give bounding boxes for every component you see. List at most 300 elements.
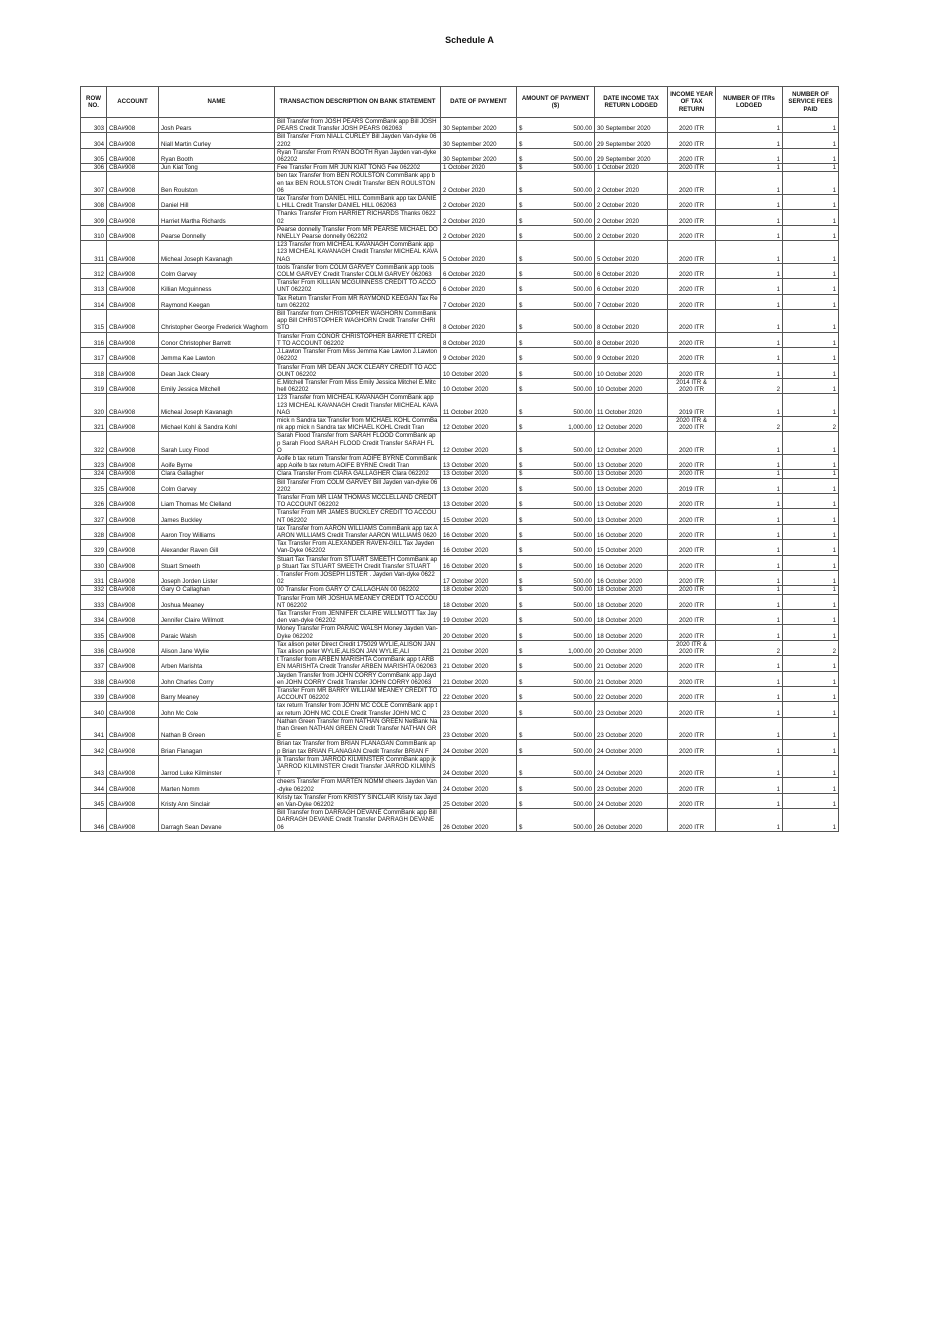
payment-date-cell: 24 October 2020: [441, 755, 517, 778]
currency-cell: $: [517, 470, 527, 478]
amount-cell: 500.00: [527, 241, 595, 264]
fees-count-cell: 1: [783, 133, 839, 148]
currency-cell: $: [517, 555, 527, 570]
currency-cell: $: [517, 225, 527, 240]
description-cell: Pearse donnelly Transfer From MR PEARSE MICHAEL DONNELLY Pearse donnelly 062202: [275, 225, 441, 240]
currency-cell: $: [517, 363, 527, 378]
fees-count-cell: 1: [783, 793, 839, 808]
payment-date-cell: 18 October 2020: [441, 586, 517, 594]
table-row: [81, 310, 839, 333]
description-cell: Bill Transfer from JOSH PEARS CommBank app Bill JOSH PEARS Credit Transfer JOSH PEARS 062063: [275, 118, 441, 133]
fees-count-cell: 1: [783, 294, 839, 309]
payment-date-cell: 10 October 2020: [441, 363, 517, 378]
account-cell: CBA#908: [107, 778, 159, 793]
name-cell: Alexander Raven Gill: [159, 540, 275, 555]
description-cell: Nathan Green Transfer from NATHAN GREEN NetBank Nathan Green NATHAN GREEN Credit Transfer NATHAN GRE: [275, 717, 441, 740]
amount-cell: 500.00: [527, 702, 595, 717]
itrs-count-cell: 1: [716, 148, 783, 163]
amount-cell: 500.00: [527, 348, 595, 363]
payment-date-cell: 8 October 2020: [441, 310, 517, 333]
itrs-count-cell: 1: [716, 195, 783, 210]
itrs-count-cell: 1: [716, 809, 783, 832]
payment-date-cell: 13 October 2020: [441, 493, 517, 508]
lodged-date-cell: 16 October 2020: [595, 555, 668, 570]
amount-cell: 500.00: [527, 809, 595, 832]
amount-cell: 500.00: [527, 363, 595, 378]
currency-cell: $: [517, 702, 527, 717]
table-row: [81, 570, 839, 585]
payment-date-cell: 30 September 2020: [441, 148, 517, 163]
name-cell: Jemma Kae Lawton: [159, 348, 275, 363]
payment-date-cell: 24 October 2020: [441, 778, 517, 793]
description-cell: Transfer From MR BARRY WILLIAM MEANEY CREDIT TO ACCOUNT 062202: [275, 687, 441, 702]
account-cell: CBA#908: [107, 687, 159, 702]
income-year-cell: 2020 ITR: [668, 279, 716, 294]
row-number-cell: 325: [81, 478, 107, 493]
payment-date-cell: 2 October 2020: [441, 210, 517, 225]
itrs-count-cell: 1: [716, 454, 783, 469]
income-year-cell: 2020 ITR: [668, 555, 716, 570]
payment-date-cell: 21 October 2020: [441, 671, 517, 686]
table-row: [81, 509, 839, 524]
account-cell: CBA#908: [107, 164, 159, 172]
account-cell: CBA#908: [107, 348, 159, 363]
currency-cell: $: [517, 478, 527, 493]
header-num-itrs: NUMBER OF ITRs LODGED: [716, 87, 783, 118]
itrs-count-cell: 1: [716, 432, 783, 455]
amount-cell: 500.00: [527, 394, 595, 417]
itrs-count-cell: 1: [716, 470, 783, 478]
table-row: [81, 210, 839, 225]
amount-cell: 500.00: [527, 625, 595, 640]
name-cell: Marten Nomm: [159, 778, 275, 793]
lodged-date-cell: 13 October 2020: [595, 478, 668, 493]
fees-count-cell: 1: [783, 478, 839, 493]
name-cell: Micheal Joseph Kavanagh: [159, 394, 275, 417]
income-year-cell: 2020 ITR: [668, 717, 716, 740]
name-cell: Joshua Meaney: [159, 594, 275, 609]
payment-date-cell: 16 October 2020: [441, 540, 517, 555]
row-number-cell: 330: [81, 555, 107, 570]
lodged-date-cell: 16 October 2020: [595, 570, 668, 585]
fees-count-cell: 1: [783, 702, 839, 717]
table-row: [81, 118, 839, 133]
row-number-cell: 313: [81, 279, 107, 294]
row-number-cell: 326: [81, 493, 107, 508]
currency-cell: $: [517, 172, 527, 195]
fees-count-cell: 1: [783, 348, 839, 363]
currency-cell: $: [517, 118, 527, 133]
amount-cell: 500.00: [527, 294, 595, 309]
description-cell: Money Transfer From PARAIC WALSH Money Jayden Van-Dyke 062202: [275, 625, 441, 640]
amount-cell: 500.00: [527, 570, 595, 585]
lodged-date-cell: 24 October 2020: [595, 755, 668, 778]
row-number-cell: 328: [81, 524, 107, 539]
amount-cell: 500.00: [527, 378, 595, 393]
table-row: [81, 702, 839, 717]
lodged-date-cell: 18 October 2020: [595, 610, 668, 625]
table-row: [81, 478, 839, 493]
income-year-cell: 2020 ITR: [668, 793, 716, 808]
fees-count-cell: 1: [783, 524, 839, 539]
description-cell: Bill Transfer From COLM GARVEY Bill Jayden van-dyke 062202: [275, 478, 441, 493]
income-year-cell: 2020 ITR: [668, 241, 716, 264]
income-year-cell: 2020 ITR: [668, 625, 716, 640]
table-row: [81, 493, 839, 508]
fees-count-cell: 1: [783, 740, 839, 755]
name-cell: Jennifer Claire Willmott: [159, 610, 275, 625]
itrs-count-cell: 1: [716, 540, 783, 555]
fees-count-cell: 1: [783, 625, 839, 640]
amount-cell: 500.00: [527, 263, 595, 278]
itrs-count-cell: 1: [716, 241, 783, 264]
account-cell: CBA#908: [107, 478, 159, 493]
table-row: [81, 454, 839, 469]
description-cell: Transfer From MR JAMES BUCKLEY CREDIT TO ACCOUNT 062202: [275, 509, 441, 524]
payment-date-cell: 7 October 2020: [441, 294, 517, 309]
description-cell: Bill Transfer From NIALL CURLEY Bill Jayden Van-dyke 062202: [275, 133, 441, 148]
description-cell: Transfer From MR JOSHUA MEANEY CREDIT TO ACCOUNT 062202: [275, 594, 441, 609]
fees-count-cell: 1: [783, 118, 839, 133]
income-year-cell: 2020 ITR: [668, 470, 716, 478]
income-year-cell: 2020 ITR: [668, 540, 716, 555]
lodged-date-cell: 20 October 2020: [595, 640, 668, 655]
header-description: TRANSACTION DESCRIPTION ON BANK STATEMENT: [275, 87, 441, 118]
account-cell: CBA#908: [107, 148, 159, 163]
payment-date-cell: 24 October 2020: [441, 740, 517, 755]
payment-date-cell: 19 October 2020: [441, 610, 517, 625]
name-cell: Ryan Booth: [159, 148, 275, 163]
name-cell: Sarah Lucy Flood: [159, 432, 275, 455]
itrs-count-cell: 1: [716, 332, 783, 347]
payment-date-cell: 2 October 2020: [441, 225, 517, 240]
currency-cell: $: [517, 570, 527, 585]
row-number-cell: 336: [81, 640, 107, 655]
lodged-date-cell: 10 October 2020: [595, 363, 668, 378]
fees-count-cell: 1: [783, 586, 839, 594]
payment-date-cell: 13 October 2020: [441, 478, 517, 493]
amount-cell: 500.00: [527, 133, 595, 148]
description-cell: E.Mitchell Transfer From Miss Emily Jessica Mitchel E.Mitchell 062202: [275, 378, 441, 393]
row-number-cell: 311: [81, 241, 107, 264]
payment-date-cell: 11 October 2020: [441, 394, 517, 417]
account-cell: CBA#908: [107, 294, 159, 309]
itrs-count-cell: 2: [716, 378, 783, 393]
header-row: [81, 87, 839, 118]
income-year-cell: 2020 ITR: [668, 332, 716, 347]
lodged-date-cell: 26 October 2020: [595, 809, 668, 832]
header-row-no: ROW NO.: [81, 87, 107, 118]
income-year-cell: 2020 ITR: [668, 671, 716, 686]
currency-cell: $: [517, 687, 527, 702]
description-cell: t Transfer from ARBEN MARISHTA CommBank app t ARBEN MARISHTA Credit Transfer ARBEN MARISHTA 062063: [275, 656, 441, 671]
itrs-count-cell: 1: [716, 793, 783, 808]
income-year-cell: 2020 ITR: [668, 195, 716, 210]
lodged-date-cell: 21 October 2020: [595, 671, 668, 686]
fees-count-cell: 1: [783, 332, 839, 347]
description-cell: Tax Transfer From JENNIFER CLAIRE WILLMOTT Tax Jayden van-dyke 062202: [275, 610, 441, 625]
fees-count-cell: 1: [783, 378, 839, 393]
name-cell: Arben Marishta: [159, 656, 275, 671]
table-body: [81, 118, 839, 832]
table-row: [81, 470, 839, 478]
row-number-cell: 335: [81, 625, 107, 640]
amount-cell: 500.00: [527, 778, 595, 793]
payment-date-cell: 16 October 2020: [441, 555, 517, 570]
account-cell: CBA#908: [107, 671, 159, 686]
amount-cell: 500.00: [527, 740, 595, 755]
row-number-cell: 317: [81, 348, 107, 363]
income-year-cell: 2020 ITR: [668, 294, 716, 309]
name-cell: Colm Garvey: [159, 478, 275, 493]
description-cell: tools Transfer from COLM GARVEY CommBank app tools COLM GARVEY Credit Transfer COLM GARVEY 062063: [275, 263, 441, 278]
payment-date-cell: 21 October 2020: [441, 640, 517, 655]
name-cell: John Charles Corry: [159, 671, 275, 686]
currency-cell: $: [517, 524, 527, 539]
table-row: [81, 348, 839, 363]
description-cell: tax Transfer from AARON WILLIAMS CommBank app tax AARON WILLIAMS Credit Transfer AARON WILLIAMS 0620: [275, 524, 441, 539]
header-num-fees: NUMBER OF SERVICE FEES PAID: [783, 87, 839, 118]
itrs-count-cell: 1: [716, 225, 783, 240]
row-number-cell: 345: [81, 793, 107, 808]
name-cell: Josh Pears: [159, 118, 275, 133]
fees-count-cell: 1: [783, 671, 839, 686]
payment-date-cell: 1 October 2020: [441, 164, 517, 172]
lodged-date-cell: 13 October 2020: [595, 454, 668, 469]
name-cell: Kristy Ann Sinclair: [159, 793, 275, 808]
name-cell: Daniel Hill: [159, 195, 275, 210]
lodged-date-cell: 24 October 2020: [595, 793, 668, 808]
name-cell: Alison Jane Wylie: [159, 640, 275, 655]
itrs-count-cell: 1: [716, 394, 783, 417]
itrs-count-cell: 1: [716, 656, 783, 671]
currency-cell: $: [517, 656, 527, 671]
income-year-cell: 2020 ITR: [668, 432, 716, 455]
description-cell: Sarah Flood Transfer from SARAH FLOOD CommBank app Sarah Flood SARAH FLOOD Credit Transfer SARAH FLO: [275, 432, 441, 455]
income-year-cell: 2020 ITR: [668, 594, 716, 609]
amount-cell: 500.00: [527, 478, 595, 493]
amount-cell: 500.00: [527, 755, 595, 778]
description-cell: tax Transfer from DANIEL HILL CommBank app tax DANIEL HILL Credit Transfer DANIEL HILL 062063: [275, 195, 441, 210]
fees-count-cell: 1: [783, 509, 839, 524]
row-number-cell: 312: [81, 263, 107, 278]
name-cell: Conor Christopher Barrett: [159, 332, 275, 347]
payment-date-cell: 6 October 2020: [441, 263, 517, 278]
income-year-cell: 2020 ITR: [668, 656, 716, 671]
itrs-count-cell: 1: [716, 363, 783, 378]
amount-cell: 500.00: [527, 594, 595, 609]
table-row: [81, 671, 839, 686]
currency-cell: $: [517, 394, 527, 417]
description-cell: Thanks Transfer From HARRIET RICHARDS Thanks 062202: [275, 210, 441, 225]
account-cell: CBA#908: [107, 610, 159, 625]
description-cell: J.Lawton Transfer From Miss Jemma Kae Lawton J.Lawton 062202: [275, 348, 441, 363]
account-cell: CBA#908: [107, 241, 159, 264]
income-year-cell: 2020 ITR: [668, 809, 716, 832]
itrs-count-cell: 1: [716, 570, 783, 585]
payment-date-cell: 15 October 2020: [441, 509, 517, 524]
itrs-count-cell: 1: [716, 586, 783, 594]
lodged-date-cell: 23 October 2020: [595, 702, 668, 717]
account-cell: CBA#908: [107, 210, 159, 225]
currency-cell: $: [517, 133, 527, 148]
fees-count-cell: 1: [783, 809, 839, 832]
amount-cell: 1,000.00: [527, 416, 595, 431]
fees-count-cell: 1: [783, 493, 839, 508]
payment-date-cell: 25 October 2020: [441, 793, 517, 808]
currency-cell: $: [517, 263, 527, 278]
page-title: Schedule A: [445, 35, 494, 45]
description-cell: jk Transfer from JARROD KILMINSTER CommBank app jk JARROD KILMINSTER Credit Transfer JARROD KILMINST: [275, 755, 441, 778]
amount-cell: 500.00: [527, 279, 595, 294]
name-cell: Killian Mcguinness: [159, 279, 275, 294]
itrs-count-cell: 1: [716, 509, 783, 524]
itrs-count-cell: 1: [716, 702, 783, 717]
row-number-cell: 303: [81, 118, 107, 133]
name-cell: Colm Garvey: [159, 263, 275, 278]
itrs-count-cell: 1: [716, 133, 783, 148]
payment-date-cell: 18 October 2020: [441, 594, 517, 609]
description-cell: Bill Transfer from CHRISTOPHER WAGHORN CommBank app Bill CHRISTOPHER WAGHORN Credit Transfer CHRISTO: [275, 310, 441, 333]
table-row: [81, 625, 839, 640]
account-cell: CBA#908: [107, 332, 159, 347]
account-cell: CBA#908: [107, 279, 159, 294]
name-cell: John Mc Cole: [159, 702, 275, 717]
lodged-date-cell: 8 October 2020: [595, 310, 668, 333]
currency-cell: $: [517, 294, 527, 309]
row-number-cell: 342: [81, 740, 107, 755]
income-year-cell: 2019 ITR: [668, 394, 716, 417]
amount-cell: 500.00: [527, 524, 595, 539]
fees-count-cell: 1: [783, 164, 839, 172]
row-number-cell: 308: [81, 195, 107, 210]
row-number-cell: 332: [81, 586, 107, 594]
description-cell: 123 Transfer from MICHEAL KAVANAGH CommBank app 123 MICHEAL KAVANAGH Credit Transfer MICHEAL KAVANAG: [275, 394, 441, 417]
table-row: [81, 586, 839, 594]
itrs-count-cell: 1: [716, 263, 783, 278]
table-row: [81, 416, 839, 431]
table-row: [81, 432, 839, 455]
row-number-cell: 322: [81, 432, 107, 455]
amount-cell: 500.00: [527, 332, 595, 347]
currency-cell: $: [517, 755, 527, 778]
income-year-cell: 2020 ITR: [668, 263, 716, 278]
payment-date-cell: 23 October 2020: [441, 702, 517, 717]
table-row: [81, 740, 839, 755]
fees-count-cell: 1: [783, 687, 839, 702]
amount-cell: 500.00: [527, 118, 595, 133]
payment-date-cell: 2 October 2020: [441, 172, 517, 195]
income-year-cell: 2020 ITR: [668, 778, 716, 793]
table-row: [81, 778, 839, 793]
account-cell: CBA#908: [107, 793, 159, 808]
row-number-cell: 346: [81, 809, 107, 832]
amount-cell: 500.00: [527, 509, 595, 524]
schedule-table: [80, 86, 839, 832]
lodged-date-cell: 30 September 2020: [595, 118, 668, 133]
currency-cell: $: [517, 671, 527, 686]
income-year-cell: 2020 ITR: [668, 610, 716, 625]
lodged-date-cell: 24 October 2020: [595, 740, 668, 755]
lodged-date-cell: 8 October 2020: [595, 332, 668, 347]
row-number-cell: 339: [81, 687, 107, 702]
table-row: [81, 524, 839, 539]
fees-count-cell: 1: [783, 148, 839, 163]
row-number-cell: 314: [81, 294, 107, 309]
currency-cell: $: [517, 148, 527, 163]
lodged-date-cell: 2 October 2020: [595, 195, 668, 210]
itrs-count-cell: 1: [716, 279, 783, 294]
currency-cell: $: [517, 241, 527, 264]
fees-count-cell: 1: [783, 570, 839, 585]
row-number-cell: 323: [81, 454, 107, 469]
currency-cell: $: [517, 625, 527, 640]
account-cell: CBA#908: [107, 524, 159, 539]
description-cell: tax return Transfer from JOHN MC COLE CommBank app tax return JOHN MC COLE Credit Transfer JOHN MC C: [275, 702, 441, 717]
name-cell: Brian Flanagan: [159, 740, 275, 755]
name-cell: Liam Thomas Mc Clelland: [159, 493, 275, 508]
itrs-count-cell: 1: [716, 310, 783, 333]
account-cell: CBA#908: [107, 225, 159, 240]
payment-date-cell: 17 October 2020: [441, 570, 517, 585]
payment-date-cell: 2 October 2020: [441, 195, 517, 210]
description-cell: Transfer From CONOR CHRISTOPHER BARRETT CREDIT TO ACCOUNT 062202: [275, 332, 441, 347]
row-number-cell: 334: [81, 610, 107, 625]
itrs-count-cell: 2: [716, 416, 783, 431]
payment-date-cell: 8 October 2020: [441, 332, 517, 347]
account-cell: CBA#908: [107, 656, 159, 671]
row-number-cell: 338: [81, 671, 107, 686]
currency-cell: $: [517, 378, 527, 393]
table-row: [81, 148, 839, 163]
fees-count-cell: 1: [783, 210, 839, 225]
account-cell: CBA#908: [107, 717, 159, 740]
table-row: [81, 363, 839, 378]
account-cell: CBA#908: [107, 133, 159, 148]
table-row: [81, 717, 839, 740]
row-number-cell: 340: [81, 702, 107, 717]
name-cell: James Buckley: [159, 509, 275, 524]
header-amount: AMOUNT OF PAYMENT ($): [517, 87, 595, 118]
amount-cell: 500.00: [527, 793, 595, 808]
income-year-cell: 2020 ITR: [668, 363, 716, 378]
table-row: [81, 656, 839, 671]
name-cell: Emily Jessica Mitchell: [159, 378, 275, 393]
itrs-count-cell: 1: [716, 755, 783, 778]
payment-date-cell: 23 October 2020: [441, 717, 517, 740]
lodged-date-cell: 21 October 2020: [595, 656, 668, 671]
fees-count-cell: 1: [783, 225, 839, 240]
description-cell: Fee Transfer From MR JUN KIAT TONG Fee 062202: [275, 164, 441, 172]
name-cell: Ben Roulston: [159, 172, 275, 195]
amount-cell: 500.00: [527, 172, 595, 195]
currency-cell: $: [517, 332, 527, 347]
itrs-count-cell: 1: [716, 348, 783, 363]
name-cell: Harriet Martha Richards: [159, 210, 275, 225]
lodged-date-cell: 10 October 2020: [595, 378, 668, 393]
description-cell: Bill Transfer from DARRAGH DEVANE CommBank app Bill DARRAGH DEVANE Credit Transfer DARRAGH DEVANE 06: [275, 809, 441, 832]
description-cell: 123 Transfer from MICHEAL KAVANAGH CommBank app 123 MICHEAL KAVANAGH Credit Transfer MICHEAL KAVANAG: [275, 241, 441, 264]
payment-date-cell: 16 October 2020: [441, 524, 517, 539]
income-year-cell: 2020 ITR: [668, 164, 716, 172]
lodged-date-cell: 23 October 2020: [595, 778, 668, 793]
row-number-cell: 337: [81, 656, 107, 671]
fees-count-cell: 1: [783, 394, 839, 417]
payment-date-cell: 13 October 2020: [441, 470, 517, 478]
income-year-cell: 2020 ITR: [668, 172, 716, 195]
row-number-cell: 306: [81, 164, 107, 172]
account-cell: CBA#908: [107, 755, 159, 778]
